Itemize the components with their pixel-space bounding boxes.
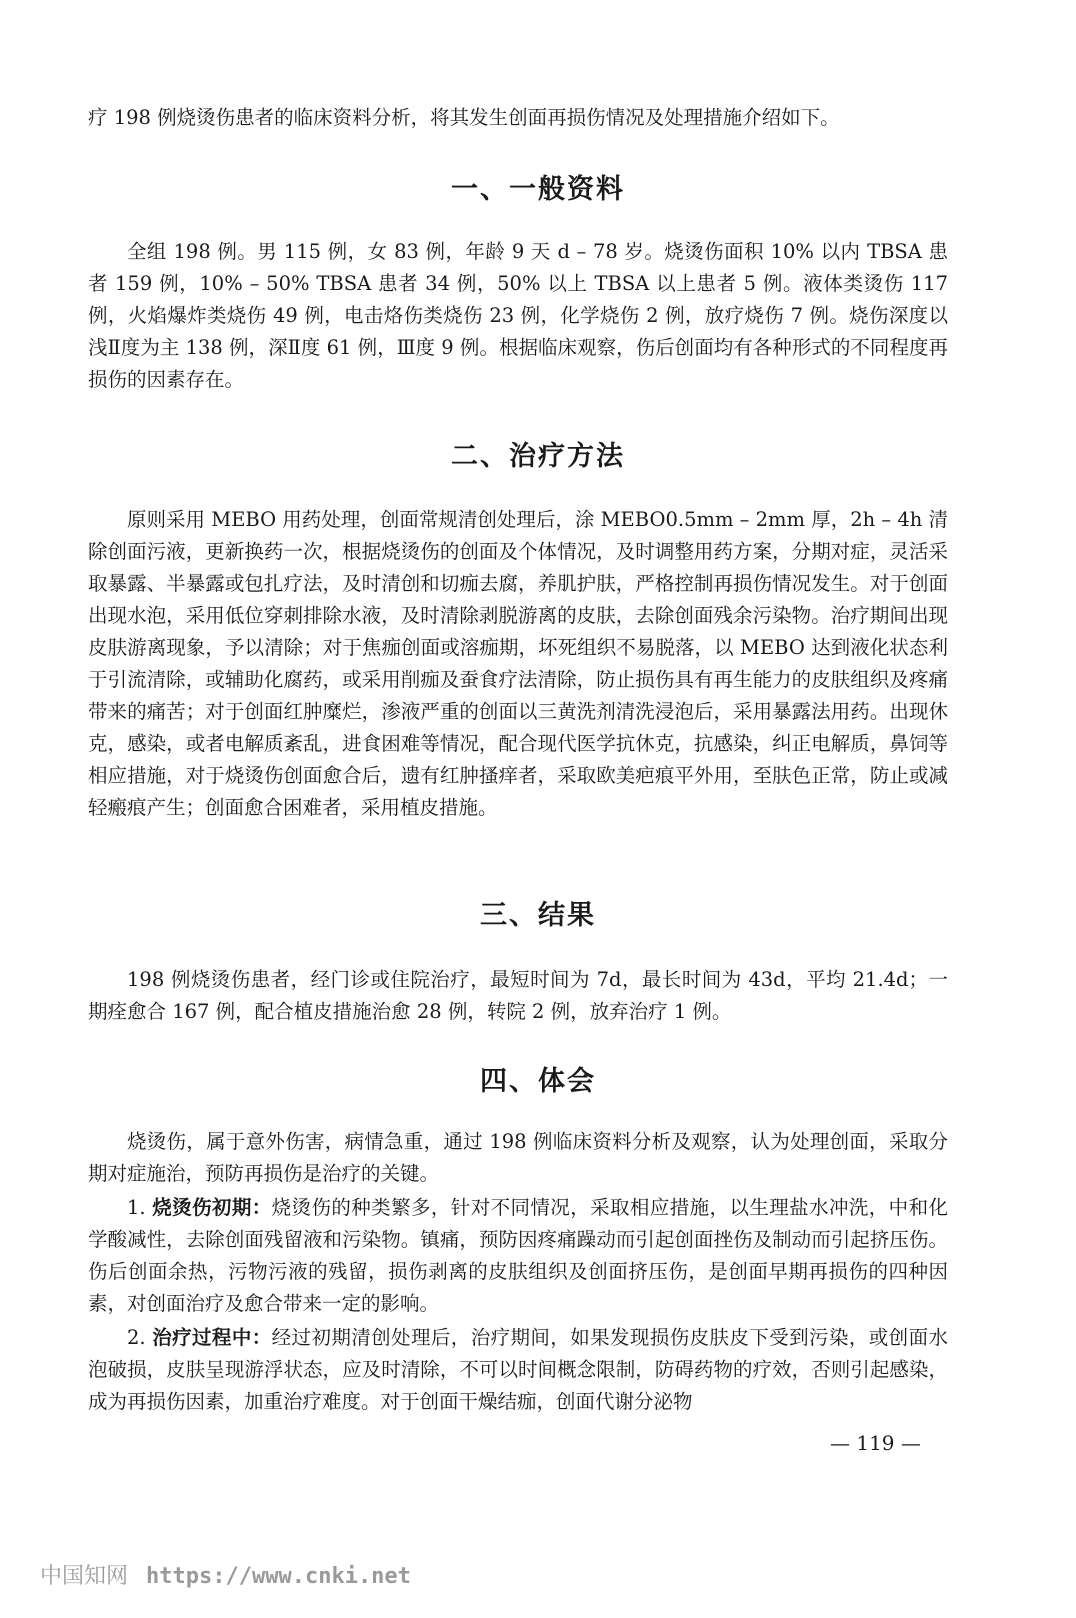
list-item: [88, 1192, 948, 1320]
item-text: 经过初期清创处理后，治疗期间，如果发现损伤皮肤皮下受到污染，或创面水泡破损，皮肤呈现游浮状态，应及时清除，不可以时间概念限制，防碍药物的疗效，否则引起感染，成为再损伤因素，加重治疗难度。对于创面干燥结痂，创面代谢分泌物: [88, 1326, 948, 1413]
section-paragraph-treatment-method: 原则采用 MEBO 用药处理，创面常规清创处理后，涂 MEBO0.5mm – 2mm 厚，2h – 4h 清除创面污液，更新换药一次，根据烧烫伤的创面及个体情况，及时调整用药方案，分期对症，灵活采取暴露、半暴露或包扎疗法，及时清创和切痂去腐，养肌护肤，严格控制再损伤情况发生。对于创面出现水泡，采用低位穿刺排除水液，及时清除剥脱游离的皮肤，去除创面残余污染物。治疗期间出现皮肤游离现象，予以清除；对于焦痂创面或溶痂期，坏死组织不易脱落，以 MEBO 达到液化状态利于引流清除，或辅助化腐药，或采用削痂及蚕食疗法清除，防止损伤具有再生能力的皮肤组织及疼痛带来的痛苦；对于创面红肿糜烂，渗液严重的创面以三黄洗剂清洗浸泡后，采用暴露法用药。出现休克，感染，或者电解质紊乱，进食困难等情况，配合现代医学抗休克，抗感染，纠正电解质，鼻饲等相应措施，对于烧烫伤创面愈合后，遗有红肿搔痒者，采取欧美疤痕平外用，至肤色正常，防止或减轻瘢痕产生；创面愈合困难者，采用植皮措施。: [88, 508, 948, 819]
section-heading-treatment-method: 二、治疗方法: [451, 441, 625, 472]
item-number: 2.: [127, 1326, 146, 1349]
item-number: 1.: [127, 1196, 146, 1219]
section-heading-results: 三、结果: [480, 900, 596, 931]
section-heading-general-data: 一、一般资料: [451, 174, 625, 205]
footer-watermark: [40, 1562, 411, 1592]
item-title: 烧烫伤初期：: [152, 1196, 272, 1219]
section-paragraph-results: 198 例烧烫伤患者，经门诊或住院治疗，最短时间为 7d，最长时间为 43d，平均 21.4d；一期痊愈合 167 例，配合植皮措施治愈 28 例，转院 2 例，放弃治疗 1 例。: [88, 968, 948, 1023]
intro-paragraph: 疗 198 例烧烫伤患者的临床资料分析，将其发生创面再损伤情况及处理措施介绍如下。: [88, 106, 840, 129]
item-text: 烧烫伤的种类繁多，针对不同情况，采取相应措施，以生理盐水冲洗，中和化学酸减性，去除创面残留液和污染物。镇痛，预防因疼痛躁动而引起创面挫伤及制动而引起挤压伤。伤后创面余热，污物污液的残留，损伤剥离的皮肤组织及创面挤压伤，是创面早期再损伤的四种因素，对创面治疗及愈合带来一定的影响。: [88, 1196, 948, 1315]
section-heading-experience: 四、体会: [480, 1066, 596, 1097]
list-item: [88, 1322, 948, 1418]
page-number: — 119 —: [830, 1431, 921, 1455]
footer-site-name: 中国知网: [40, 1564, 129, 1589]
section-paragraph-experience: 烧烫伤，属于意外伤害，病情急重，通过 198 例临床资料分析及观察，认为处理创面，采取分期对症施治，预防再损伤是治疗的关键。: [88, 1130, 948, 1185]
item-title: 治疗过程中：: [152, 1326, 272, 1349]
section-paragraph-general-data: 全组 198 例。男 115 例，女 83 例，年龄 9 天 d – 78 岁。烧烫伤面积 10% 以内 TBSA 患者 159 例，10% – 50% TBSA 患者 34 例，50% 以上 TBSA 以上患者 5 例。液体类烫伤 117 例，火焰爆炸类烧伤 49 例，电击烙伤类烧伤 23 例，化学烧伤 2 例，放疗烧伤 7 例。烧伤深度以浅Ⅱ度为主 138 例，深Ⅱ度 61 例，Ⅲ度 9 例。根据临床观察，伤后创面均有各种形式的不同程度再损伤的因素存在。: [88, 240, 948, 391]
footer-url: https://www.cnki.net: [146, 1564, 411, 1589]
